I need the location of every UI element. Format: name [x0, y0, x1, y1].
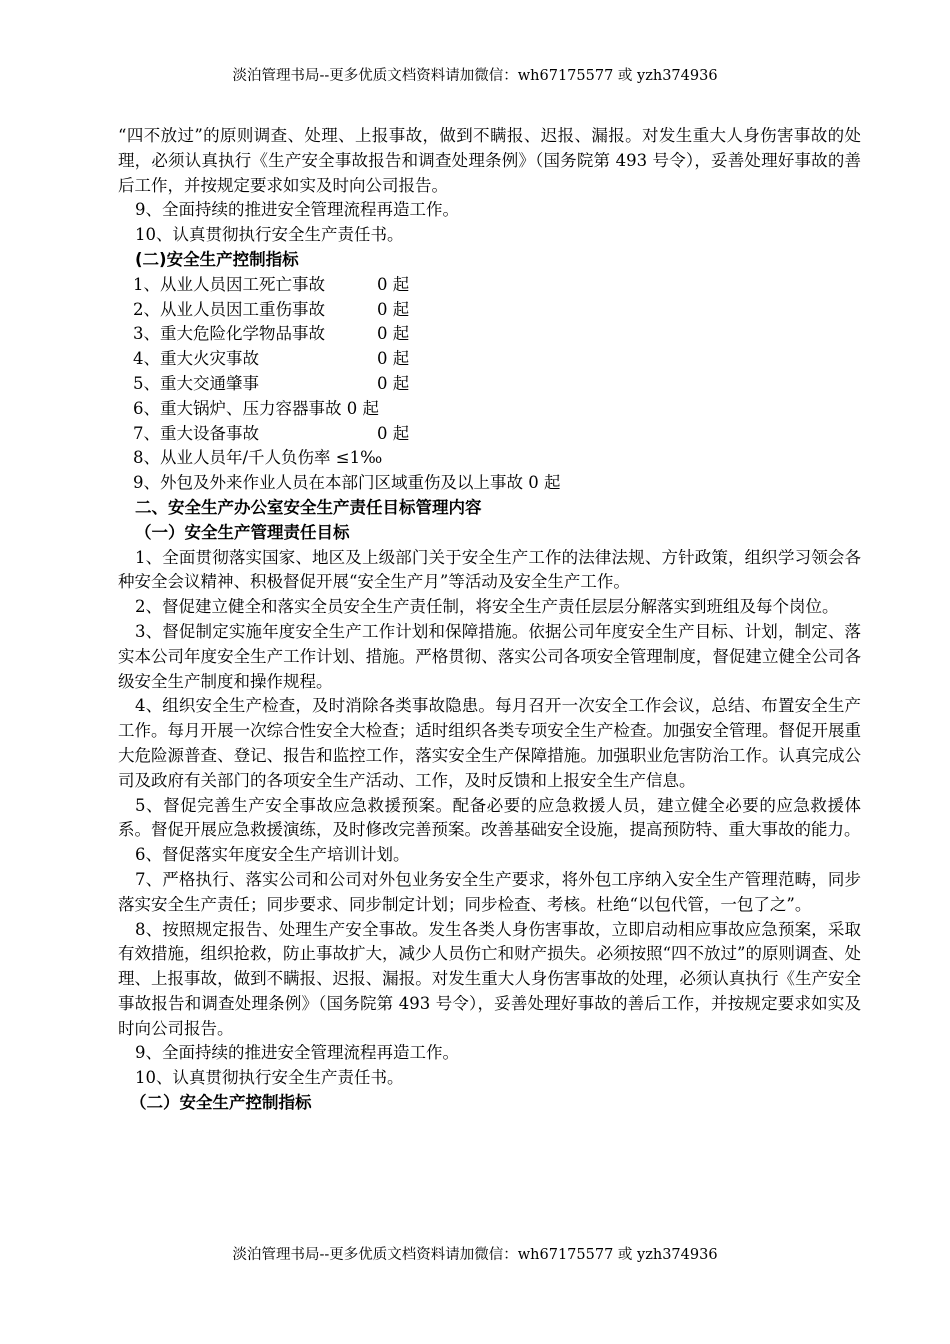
page-header: 淡泊管理书局--更多优质文档资料请加微信：wh67175577 或 yzh374936 [232, 68, 718, 84]
indicator-label: 1、从业人员因工死亡事故 [133, 274, 325, 294]
paragraph: 7、严格执行、落实公司和公司对外包业务安全生产要求，将外包工序纳入安全生产管理范畴，同步落实安全生产责任；同步要求、同步制定计划；同步检查、考核。杜绝“以包代管，一包了之”。 [118, 869, 861, 914]
indicator-label: 9、外包及外来作业人员在本部门区域重伤及以上事故 0 起 [133, 473, 561, 493]
document-body [118, 124, 861, 1116]
paragraph: 2、督促建立健全和落实全员安全生产责任制，将安全生产责任层层分解落实到班组及每个岗位。 [135, 597, 839, 617]
paragraph: 8、按照规定报告、处理生产安全事故。发生各类人身伤害事故，立即启动相应事故应急预案，采取有效措施，组织抢救，防止事故扩大，减少人员伤亡和财产损失。必须按照“四不放过”的原则调查、处理、上报事故，做到不瞒报、迟报、漏报。对发生重大人身伤害事故的处理，必须认真执行《生产安全事故报告和调查处理条例》（国务院第 493 号令），妥善处理好事故的善后工作，并按规定要求如实及时向公司报告。 [118, 919, 861, 1038]
indicator-item [118, 372, 861, 397]
indicator-label: 7、重大设备事故 [133, 423, 259, 443]
indicator-item [118, 273, 861, 298]
indicator-value: 0 起 [377, 373, 410, 393]
indicator-label: 2、从业人员因工重伤事故 [133, 299, 325, 319]
indicator-item [118, 422, 861, 447]
indicator-value: 0 起 [377, 274, 410, 294]
paragraph-9: 9、全面持续的推进安全管理流程再造工作。 [135, 200, 459, 220]
heading-control-indicators-2: （二）安全生产控制指标 [130, 1093, 312, 1113]
paragraph: 10、认真贯彻执行安全生产责任书。 [135, 1068, 404, 1088]
heading-control-indicators: (二)安全生产控制指标 [135, 249, 299, 269]
indicator-value: 0 起 [377, 299, 410, 319]
paragraph: 9、全面持续的推进安全管理流程再造工作。 [135, 1043, 459, 1063]
indicator-value: 0 起 [377, 324, 410, 344]
indicator-label: 6、重大锅炉、压力容器事故 0 起 [133, 398, 379, 418]
page-footer: 淡泊管理书局--更多优质文档资料请加微信：wh67175577 或 yzh374936 [232, 1247, 718, 1263]
indicator-label: 5、重大交通肇事 [133, 373, 259, 393]
indicator-item [118, 322, 861, 347]
heading-management-goals: （一）安全生产管理责任目标 [135, 522, 350, 542]
indicator-label: 3、重大危险化学物品事故 [133, 324, 325, 344]
paragraph-continued: “四不放过”的原则调查、处理、上报事故，做到不瞒报、迟报、漏报。对发生重大人身伤害事故的处理，必须认真执行《生产安全事故报告和调查处理条例》（国务院第 493 号令），妥善处理好事故的善后工作，并按规定要求如实及时向公司报告。 [118, 126, 861, 195]
paragraph: 5、督促完善生产安全事故应急救援预案。配备必要的应急救援人员，建立健全必要的应急救援体系。督促开展应急救援演练，及时修改完善预案。改善基础安全设施，提高预防特、重大事故的能力。 [118, 795, 861, 840]
paragraph-10: 10、认真贯彻执行安全生产责任书。 [135, 225, 404, 245]
indicator-item [118, 298, 861, 323]
indicator-item [118, 397, 861, 422]
indicator-item [118, 446, 861, 471]
indicator-label: 8、从业人员年/千人负伤率 ≤1‰ [133, 448, 383, 468]
paragraph: 6、督促落实年度安全生产培训计划。 [135, 845, 410, 865]
indicator-label: 4、重大火灾事故 [133, 349, 259, 369]
indicator-item [118, 347, 861, 372]
indicator-value: 0 起 [377, 349, 410, 369]
indicator-item [118, 471, 861, 496]
paragraph: 3、督促制定实施年度安全生产工作计划和保障措施。依据公司年度安全生产目标、计划，制定、落实本公司年度安全生产工作计划、措施。严格贯彻、落实公司各项安全管理制度，督促建立健全公司各级安全生产制度和操作规程。 [118, 621, 861, 691]
indicator-value: 0 起 [377, 423, 410, 443]
paragraph: 4、组织安全生产检查，及时消除各类事故隐患。每月召开一次安全工作会议，总结、布置安全生产工作。每月开展一次综合性安全大检查；适时组织各类专项安全生产检查。加强安全管理。督促开展重大危险源普查、登记、报告和监控工作，落实安全生产保障措施。加强职业危害防治工作。认真完成公司及政府有关部门的各项安全生产活动、工作，及时反馈和上报安全生产信息。 [118, 696, 861, 790]
paragraph: 1、全面贯彻落实国家、地区及上级部门关于安全生产工作的法律法规、方针政策，组织学习领会各种安全会议精神、积极督促开展“安全生产月”等活动及安全生产工作。 [118, 547, 861, 592]
section-title: 二、安全生产办公室安全生产责任目标管理内容 [135, 497, 482, 517]
